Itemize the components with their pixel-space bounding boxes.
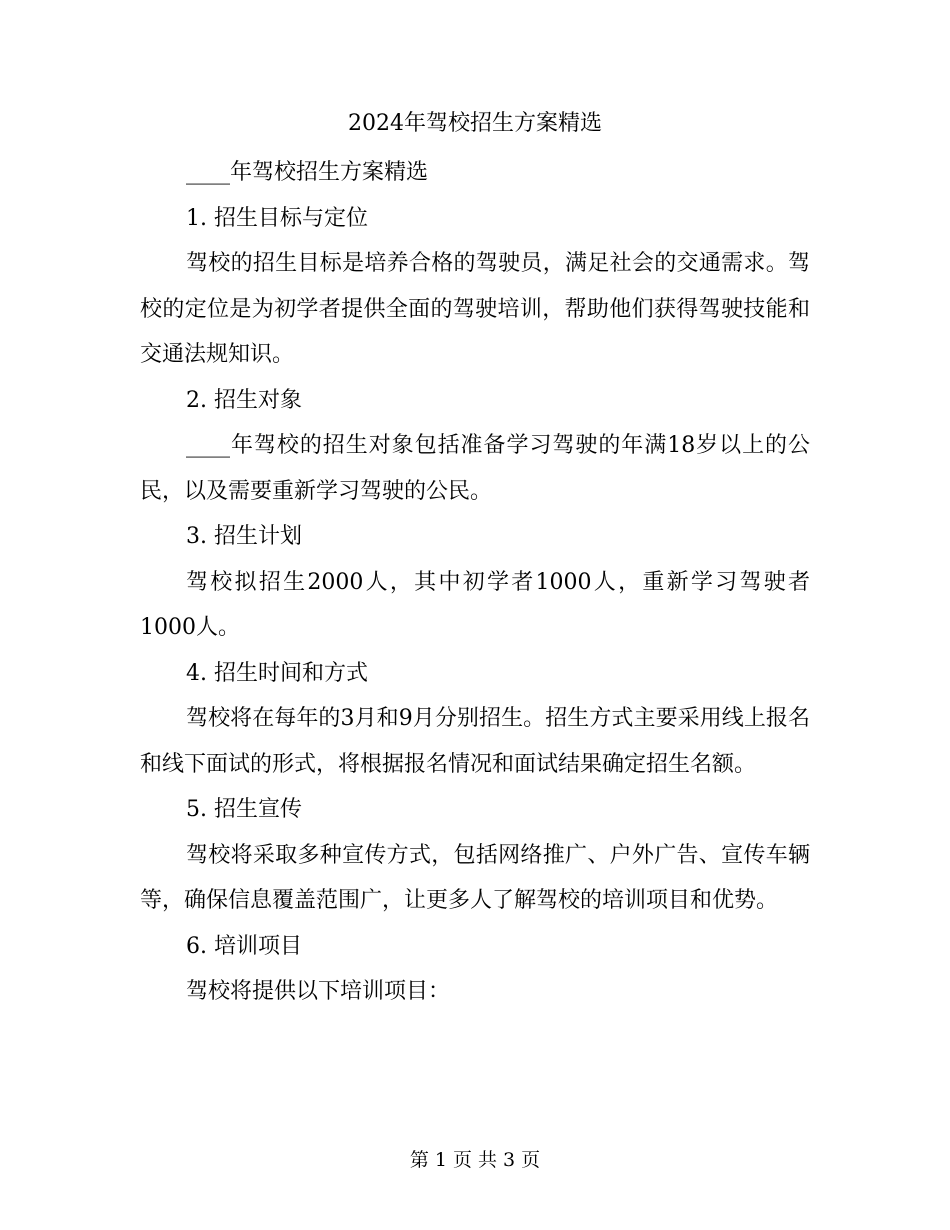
paragraph-schedule: 驾校将在每年的3月和9月分别招生。招生方式主要采用线上报名和线下面试的形式，将根据报名情况和面试结果确定招生名额。 xyxy=(140,706,810,777)
paragraph-plan: 驾校拟招生2000人，其中初学者1000人，重新学习驾驶者1000人。 xyxy=(140,569,810,640)
document-body xyxy=(140,150,810,1015)
subtitle-line: ____年驾校招生方案精选 xyxy=(186,160,429,185)
section-heading-training: 6. 培训项目 xyxy=(186,933,302,959)
paragraph-promotion: 驾校将采取多种宣传方式，包括网络推广、户外广告、宣传车辆等，确保信息覆盖范围广，让更多人了解驾校的培训项目和优势。 xyxy=(140,842,810,913)
section-heading-schedule: 4. 招生时间和方式 xyxy=(186,660,368,686)
document-title: 2024年驾校招生方案精选 xyxy=(348,111,602,136)
section-heading-goals: 1. 招生目标与定位 xyxy=(186,205,368,231)
paragraph-audience: ____年驾校的招生对象包括准备学习驾驶的年满18岁以上的公民，以及需要重新学习驾驶的公民。 xyxy=(140,433,810,504)
section-heading-promotion: 5. 招生宣传 xyxy=(186,797,302,822)
page-footer: 第 1 页 共 3 页 xyxy=(409,1149,541,1171)
paragraph-goals: 驾校的招生目标是培养合格的驾驶员，满足社会的交通需求。驾校的定位是为初学者提供全面的驾驶培训，帮助他们获得驾驶技能和交通法规知识。 xyxy=(140,251,810,367)
section-heading-audience: 2. 招生对象 xyxy=(186,387,302,413)
paragraph-training: 驾校将提供以下培训项目： xyxy=(186,979,451,1004)
section-heading-plan: 3. 招生计划 xyxy=(186,524,302,549)
